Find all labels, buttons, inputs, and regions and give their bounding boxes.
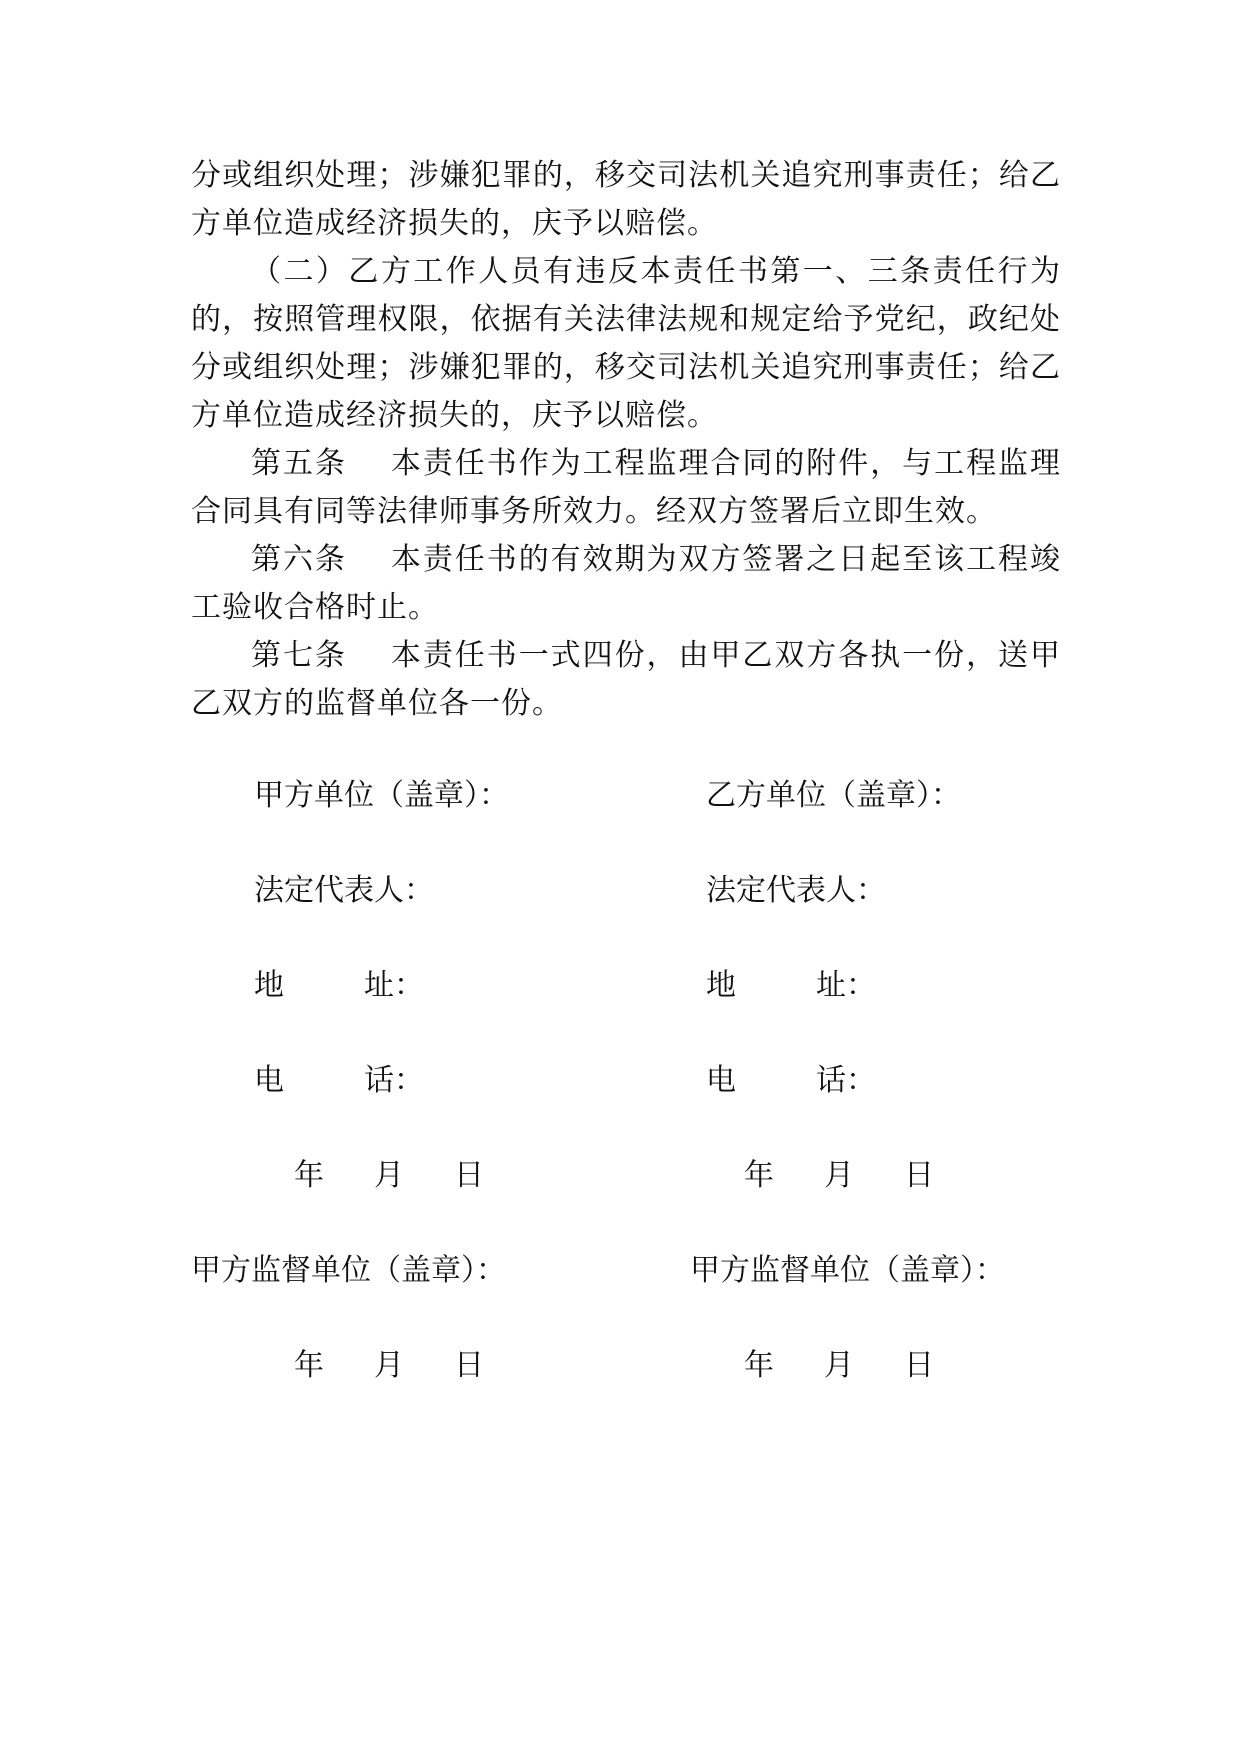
supervisor-a-date: 年 月 日	[294, 1348, 484, 1383]
article-six	[191, 536, 1061, 632]
article-six-label: 第六条	[251, 542, 347, 577]
article-five	[191, 440, 1061, 536]
party-b-address-label: 地 址：	[706, 968, 876, 1003]
party-a-phone-label: 电 话：	[254, 1063, 424, 1098]
party-b-legal-rep-label: 法定代表人：	[706, 873, 886, 908]
party-b-seal-label: 乙方单位（盖章）：	[706, 778, 961, 813]
party-b-date: 年 月 日	[744, 1158, 934, 1193]
article-five-text: 本责任书作为工程监理合同的附件，与工程监理合同具有同等法律师事务所效力。经双方签署后立即生效。	[191, 446, 1062, 529]
party-b-phone-label: 电 话：	[706, 1063, 876, 1098]
supervisor-b-seal-label: 甲方监督单位（盖章）：	[690, 1253, 1005, 1288]
article-seven	[191, 632, 1061, 728]
supervisor-b-date: 年 月 日	[744, 1348, 934, 1383]
party-a-seal-label: 甲方单位（盖章）：	[254, 778, 509, 813]
article-five-label: 第五条	[251, 446, 347, 481]
party-a-address-label: 地 址：	[254, 968, 424, 1003]
party-a-date: 年 月 日	[294, 1158, 484, 1193]
supervisor-a-seal-label: 甲方监督单位（盖章）：	[191, 1253, 506, 1288]
paragraph-continuation: 分或组织处理；涉嫌犯罪的，移交司法机关追究刑事责任；给乙方单位造成经济损失的，庆予以赔偿。	[191, 158, 1061, 241]
document-body	[191, 152, 1061, 728]
article-seven-text: 本责任书一式四份，由甲乙双方各执一份，送甲乙双方的监督单位各一份。	[191, 638, 1062, 721]
party-a-legal-rep-label: 法定代表人：	[254, 873, 434, 908]
paragraph-clause-two: （二）乙方工作人员有违反本责任书第一、三条责任行为的，按照管理权限，依据有关法律法规和规定给予党纪，政纪处分或组织处理；涉嫌犯罪的，移交司法机关追究刑事责任；给乙方单位造成经济损失的，庆予以赔偿。	[191, 254, 1061, 433]
article-seven-label: 第七条	[251, 638, 347, 673]
article-six-text: 本责任书的有效期为双方签署之日起至该工程竣工验收合格时止。	[191, 542, 1062, 625]
